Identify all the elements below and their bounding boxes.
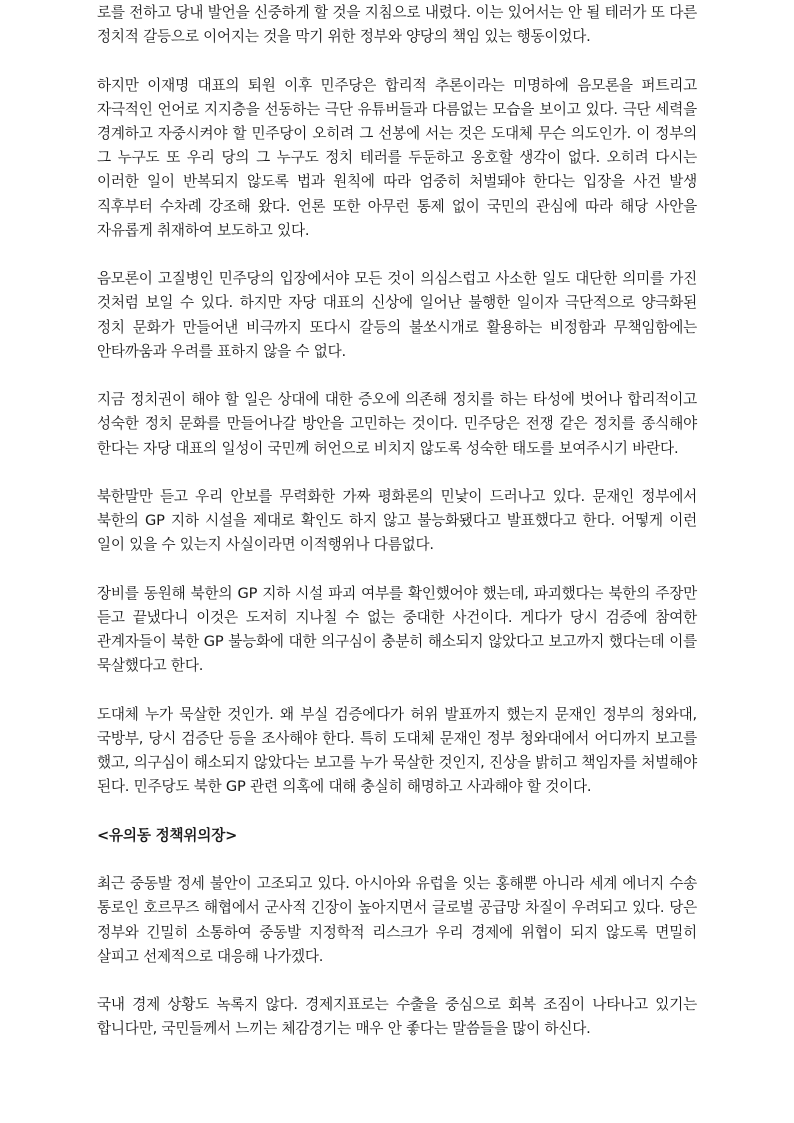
speaker-heading: <유의동 정책위의장> (97, 826, 238, 844)
body-paragraph: 최근 중동발 정세 불안이 고조되고 있다. 아시아와 유럽을 잇는 홍해뿐 아니라 세계 에너지 수송 통로인 호르무즈 해협에서 군사적 긴장이 높아지면서 글로벌 공급망 차질이 우려되고 있다. 당은 정부와 긴밀히 소통하여 중동발 지정학적 리스크가 우리 경제에 위협이 되지 않도록 면밀히 살피고 선제적으로 대응해 나가겠다. (97, 875, 697, 965)
body-paragraph: 지금 정치권이 해야 할 일은 상대에 대한 증오에 의존해 정치를 하는 타성에 벗어나 합리적이고 성숙한 정치 문화를 만들어나갈 방안을 고민하는 것이다. 민주당은 전쟁 같은 정치를 종식해야 한다는 자당 대표의 일성이 국민께 허언으로 비치지 않도록 성숙한 태도를 보여주시기 바란다. (97, 391, 697, 457)
body-paragraph: 로를 전하고 당내 발언을 신중하게 할 것을 지침으로 내렸다. 이는 있어서는 안 될 테러가 또 다른 정치적 갈등으로 이어지는 것을 막기 위한 정부와 양당의 책임 있는 행동이었다. (97, 4, 697, 46)
body-paragraph: 음모론이 고질병인 민주당의 입장에서야 모든 것이 의심스럽고 사소한 일도 대단한 의미를 가진 것처럼 보일 수 있다. 하지만 자당 대표의 신상에 일어난 불행한 일이자 극단적으로 양극화된 정치 문화가 만들어낸 비극까지 또다시 갈등의 불쏘시개로 활용하는 비정함과 무책임함에는 안타까움과 우려를 표하지 않을 수 없다. (97, 270, 697, 360)
body-paragraph: 장비를 동원해 북한의 GP 지하 시설 파괴 여부를 확인했어야 했는데, 파괴했다는 북한의 주장만 듣고 끝냈다니 이것은 도저히 지나칠 수 없는 중대한 사건이다. 게다가 당시 검증에 참여한 관계자들이 북한 GP 불능화에 대한 의구심이 충분히 해소되지 않았다고 보고까지 했다는데 이를 묵살했다고 한다. (97, 584, 697, 675)
body-paragraph: 도대체 누가 묵살한 것인가. 왜 부실 검증에다가 허위 발표까지 했는지 문재인 정부의 청와대, 국방부, 당시 검증단 등을 조사해야 한다. 특히 도대체 문재인 정부 청와대에서 어디까지 보고를 했고, 의구심이 해소되지 않았다는 보고를 누가 묵살한 것인지, 진상을 밝히고 책임자를 처벌해야 된다. 민주당도 북한 GP 관련 의혹에 대해 충실히 해명하고 사과해야 할 것이다. (97, 705, 697, 796)
body-paragraph: 북한말만 듣고 우리 안보를 무력화한 가짜 평화론의 민낯이 드러나고 있다. 문재인 정부에서 북한의 GP 지하 시설을 제대로 확인도 하지 않고 불능화됐다고 발표했다고 한다. 어떻게 이런 일이 있을 수 있는지 사실이라면 이적행위나 다름없다. (97, 488, 697, 554)
body-paragraph: 국내 경제 상황도 녹록지 않다. 경제지표로는 수출을 중심으로 회복 조짐이 나타나고 있기는 합니다만, 국민들께서 느끼는 체감경기는 매우 안 좋다는 말씀들을 많이 하신다. (97, 996, 697, 1038)
document-body (97, 0, 697, 1066)
body-paragraph: 하지만 이재명 대표의 퇴원 이후 민주당은 합리적 추론이라는 미명하에 음모론을 퍼트리고 자극적인 언어로 지지층을 선동하는 극단 유튜버들과 다름없는 모습을 보이고 있다. 극단 세력을 경계하고 자중시켜야 할 민주당이 오히려 그 선봉에 서는 것은 도대체 무슨 의도인가. 이 정부의 그 누구도 또 우리 당의 그 누구도 정치 테러를 두둔하고 옹호할 생각이 없다. 오히려 다시는 이러한 일이 반복되지 않도록 법과 원칙에 따라 엄중히 처벌돼야 한다는 입장을 사건 발생 직후부터 수차례 강조해 왔다. 언론 또한 아무런 통제 없이 국민의 관심에 따라 해당 사안을 자유롭게 취재하여 보도하고 있다. (97, 76, 697, 239)
